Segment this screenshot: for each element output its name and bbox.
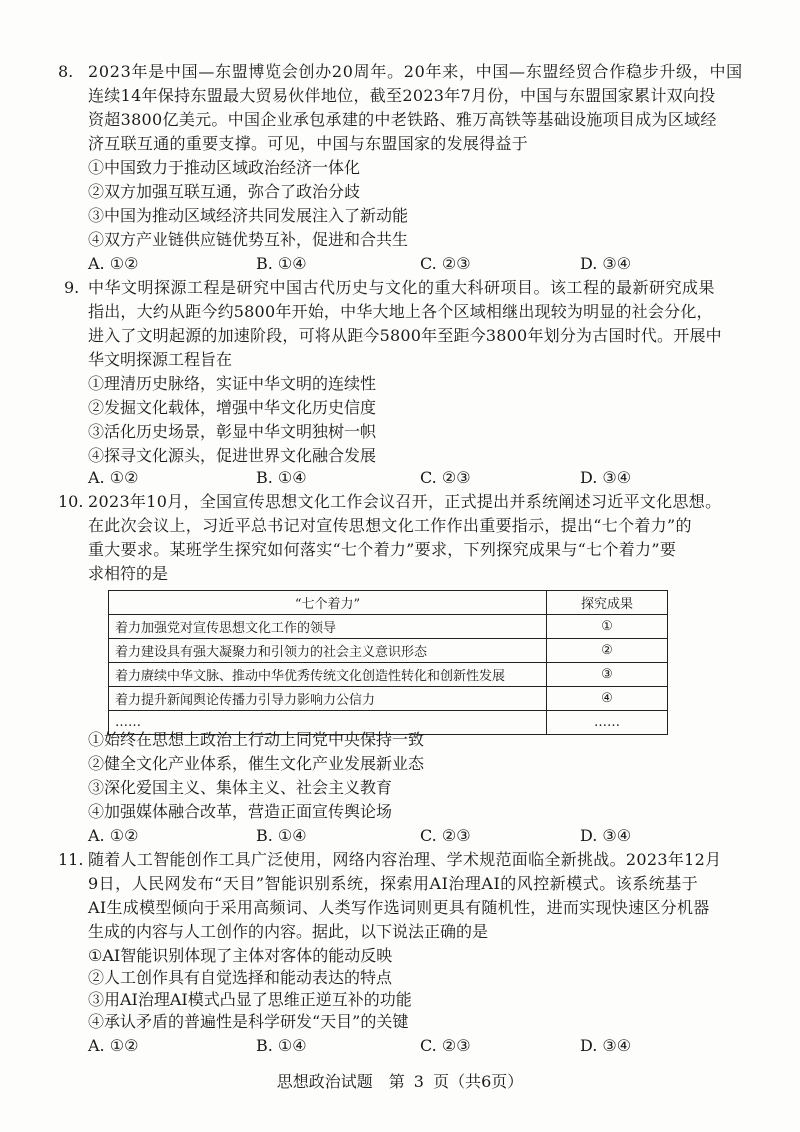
statement-item: ①AI智能识别体现了主体对客体的能动反映 [88,946,393,965]
table-cell: ③ [547,663,668,687]
stem-line: 求相符的是 [88,564,169,583]
statement-item: ③中国为推动区域经济共同发展注入了新动能 [88,206,409,225]
statement-item: ③用AI治理AI模式凸显了思维正逆互补的功能 [88,990,412,1009]
stem-line: AI生成模型倾向于采用高频词、人类写作选词则更具有随机性，进而实现快速区分机器 [88,898,710,917]
answer-options [88,826,688,846]
statement-item: ④探寻文化源头，促进世界文化融合发展 [88,446,377,465]
stem-line: 生成的内容与人工创作的内容。据此，以下说法正确的是 [88,922,489,941]
table-header: “七个着力” [109,591,547,615]
question-number: 9. [64,278,80,297]
stem-line: 资超3800亿美元。中国企业承包承建的中老铁路、雅万高铁等基础设施项目成为区域经 [88,110,717,129]
statement-item: ④承认矛盾的普遍性是科学研发“天目”的关键 [88,1012,409,1031]
table-cell: 着力建设具有强大凝聚力和引领力的社会主义意识形态 [109,639,547,663]
table-cell: ④ [547,687,668,711]
option-d[interactable]: D. ③④ [580,468,632,487]
table-row [109,639,668,663]
option-b[interactable]: B. ①④ [256,826,307,845]
option-b[interactable]: B. ①④ [256,254,307,273]
table-cell: 着力加强党对宣传思想文化工作的领导 [109,615,547,639]
option-b[interactable]: B. ①④ [256,468,307,487]
option-d[interactable]: D. ③④ [580,1036,632,1055]
stem-line: 随着人工智能创作工具广泛使用，网络内容治理、学术规范面临全新挑战。2023年12月 [88,850,722,869]
statement-item: ②健全文化产业体系，催生文化产业发展新业态 [88,754,425,773]
table-cell: ① [547,615,668,639]
statement-item: ④双方产业链供应链优势互补，促进和合共生 [88,230,409,249]
table-header-row [109,591,668,615]
question-number: 10. [58,492,84,511]
stem-line: 9日，人民网发布“天目”智能识别系统，探索用AI治理AI的风控新模式。该系统基于 [88,874,699,893]
statement-item: ③活化历史场景，彰显中华文明独树一帜 [88,422,377,441]
table-header: 探究成果 [547,591,668,615]
option-d[interactable]: D. ③④ [580,254,632,273]
option-d[interactable]: D. ③④ [580,826,632,845]
statement-item: ②发掘文化载体，增强中华文化历史信度 [88,398,377,417]
statement-item: ①中国致力于推动区域政治经济一体化 [88,158,361,177]
stem-line: 2023年是中国—东盟博览会创办20周年。20年来，中国—东盟经贸合作稳步升级，中国 [88,62,743,81]
table-row [109,615,668,639]
option-a[interactable]: A. ①② [88,468,139,487]
stem-line: 济互联互通的重要支撑。可见，中国与东盟国家的发展得益于 [88,134,529,153]
stem-line: 重大要求。某班学生探究如何落实“七个着力”要求，下列探究成果与“七个着力”要 [88,540,677,559]
statement-item: ④加强媒体融合改革，营造正面宣传舆论场 [88,802,393,821]
table-row [109,687,668,711]
table-row [109,663,668,687]
stem-line: 指出，大约从距今约5800年开始，中华大地上各个区域相继出现较为明显的社会分化， [88,302,713,321]
question-number: 8. [58,62,74,81]
table-cell: ② [547,639,668,663]
table-cell: …… [547,711,668,735]
answer-options [88,254,688,274]
statement-item: ①始终在思想上政治上行动上同党中央保持一致 [88,730,425,749]
statement-item: ③深化爱国主义、集体主义、社会主义教育 [88,778,393,797]
page-footer: 思想政治试题 第 3 页（共6页） [276,1072,524,1091]
table-cell: …… [109,711,547,735]
option-a[interactable]: A. ①② [88,826,139,845]
stem-line: 华文明探源工程旨在 [88,350,233,369]
statement-item: ①理清历史脉络，实证中华文明的连续性 [88,374,377,393]
stem-line: 连续14年保持东盟最大贸易伙伴地位，截至2023年7月份，中国与东盟国家累计双向投 [88,86,716,105]
question-number: 11. [58,850,84,869]
option-a[interactable]: A. ①② [88,1036,139,1055]
table-cell: 着力赓续中华文脉、推动中华优秀传统文化创造性转化和创新性发展 [109,663,547,687]
seven-efforts-table [108,590,668,735]
option-b[interactable]: B. ①④ [256,1036,307,1055]
answer-options [88,468,688,488]
stem-line: 中华文明探源工程是研究中国古代历史与文化的重大科研项目。该工程的最新研究成果 [88,278,716,297]
option-c[interactable]: C. ②③ [420,1036,471,1055]
option-c[interactable]: C. ②③ [420,826,471,845]
statement-item: ②双方加强互联互通，弥合了政治分歧 [88,182,361,201]
stem-line: 在此次会议上，习近平总书记对宣传思想文化工作作出重要指示，提出“七个着力”的 [88,516,692,535]
stem-line: 进入了文明起源的加速阶段，可将从距今5800年至距今3800年划分为古国时代。开展中 [88,326,722,345]
option-c[interactable]: C. ②③ [420,254,471,273]
statement-item: ②人工创作具有自觉选择和能动表达的特点 [88,968,393,987]
option-c[interactable]: C. ②③ [420,468,471,487]
option-a[interactable]: A. ①② [88,254,139,273]
table-cell: 着力提升新闻舆论传播力引导力影响力公信力 [109,687,547,711]
stem-line: 2023年10月，全国宣传思想文化工作会议召开，正式提出并系统阐述习近平文化思想。 [88,492,722,511]
